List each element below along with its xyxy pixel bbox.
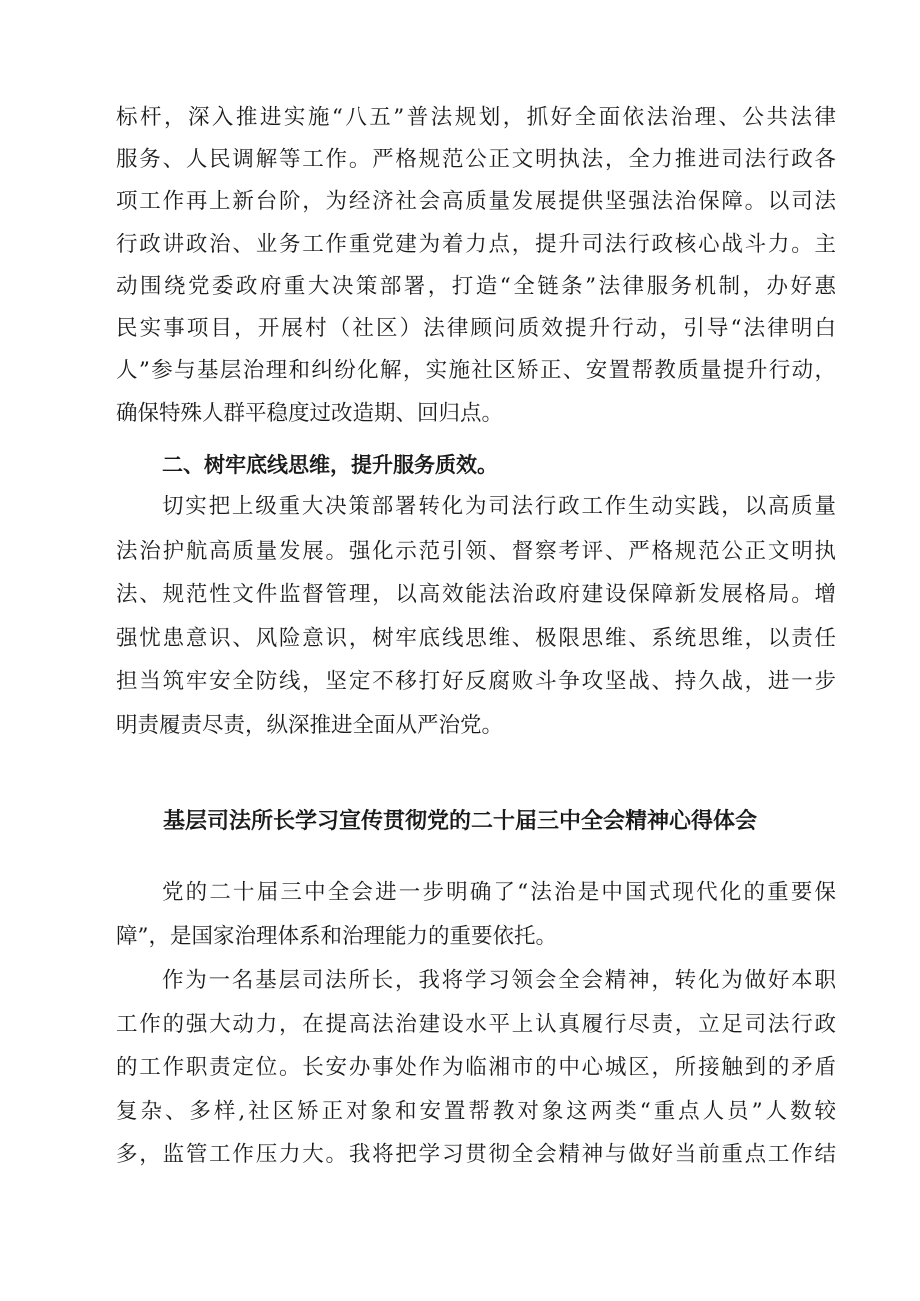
text-line: 多，监管工作压力大。我将把学习贯彻全会精神与做好当前重点工作结 — [116, 1142, 836, 1167]
text-line: 切实把上级重大决策部署转化为司法行政工作生动实践，以高质量 — [162, 494, 836, 519]
text-line: 复杂、多样,社区矫正对象和安置帮教对象这两类“重点人员”人数较 — [116, 1099, 836, 1124]
text-line: 障”，是国家治理体系和治理能力的重要依托。 — [116, 924, 557, 949]
text-line: 确保特殊人群平稳度过改造期、回归点。 — [116, 401, 504, 426]
text-line: 标杆，深入推进实施“八五”普法规划，抓好全面依法治理、公共法律 — [116, 105, 836, 130]
section-heading: 二、树牢底线思维，提升服务质效。 — [162, 453, 498, 477]
text-line: 人”参与基层治理和纠纷化解，实施社区矫正、安置帮教质量提升行动， — [116, 358, 836, 383]
text-line: 项工作再上新台阶，为经济社会高质量发展提供坚强法治保障。以司法 — [116, 189, 836, 214]
text-line: 动围绕党委政府重大决策部署，打造“全链条”法律服务机制，办好惠 — [116, 274, 836, 299]
text-line: 民实事项目，开展村（社区）法律顾问质效提升行动，引导“法律明白 — [116, 316, 836, 341]
text-line: 法治护航高质量发展。强化示范引领、督察考评、严格规范公正文明执 — [116, 539, 836, 564]
text-line: 工作的强大动力，在提高法治建设水平上认真履行尽责，立足司法行政 — [116, 1012, 836, 1037]
text-line: 行政讲政治、业务工作重党建为着力点，提升司法行政核心战斗力。主 — [116, 232, 836, 257]
text-line: 服务、人民调解等工作。严格规范公正文明执法，全力推进司法行政各 — [116, 147, 836, 172]
text-line: 的工作职责定位。长安办事处作为临湘市的中心城区，所接触到的矛盾 — [116, 1055, 836, 1080]
text-line: 党的二十届三中全会进一步明确了“法治是中国式现代化的重要保 — [162, 880, 836, 905]
text-line: 法、规范性文件监督管理，以高效能法治政府建设保障新发展格局。增 — [116, 582, 836, 607]
text-line: 作为一名基层司法所长，我将学习领会全会精神，转化为做好本职 — [162, 968, 836, 993]
text-line: 担当筑牢安全防线，坚定不移打好反腐败斗争攻坚战、持久战，进一步 — [116, 669, 836, 694]
article-title: 基层司法所长学习宣传贯彻党的二十届三中全会精神心得体会 — [162, 809, 757, 834]
text-line: 强忧患意识、风险意识，树牢底线思维、极限思维、系统思维，以责任 — [116, 626, 836, 651]
text-line: 明责履责尽责，纵深推进全面从严治党。 — [116, 713, 504, 738]
